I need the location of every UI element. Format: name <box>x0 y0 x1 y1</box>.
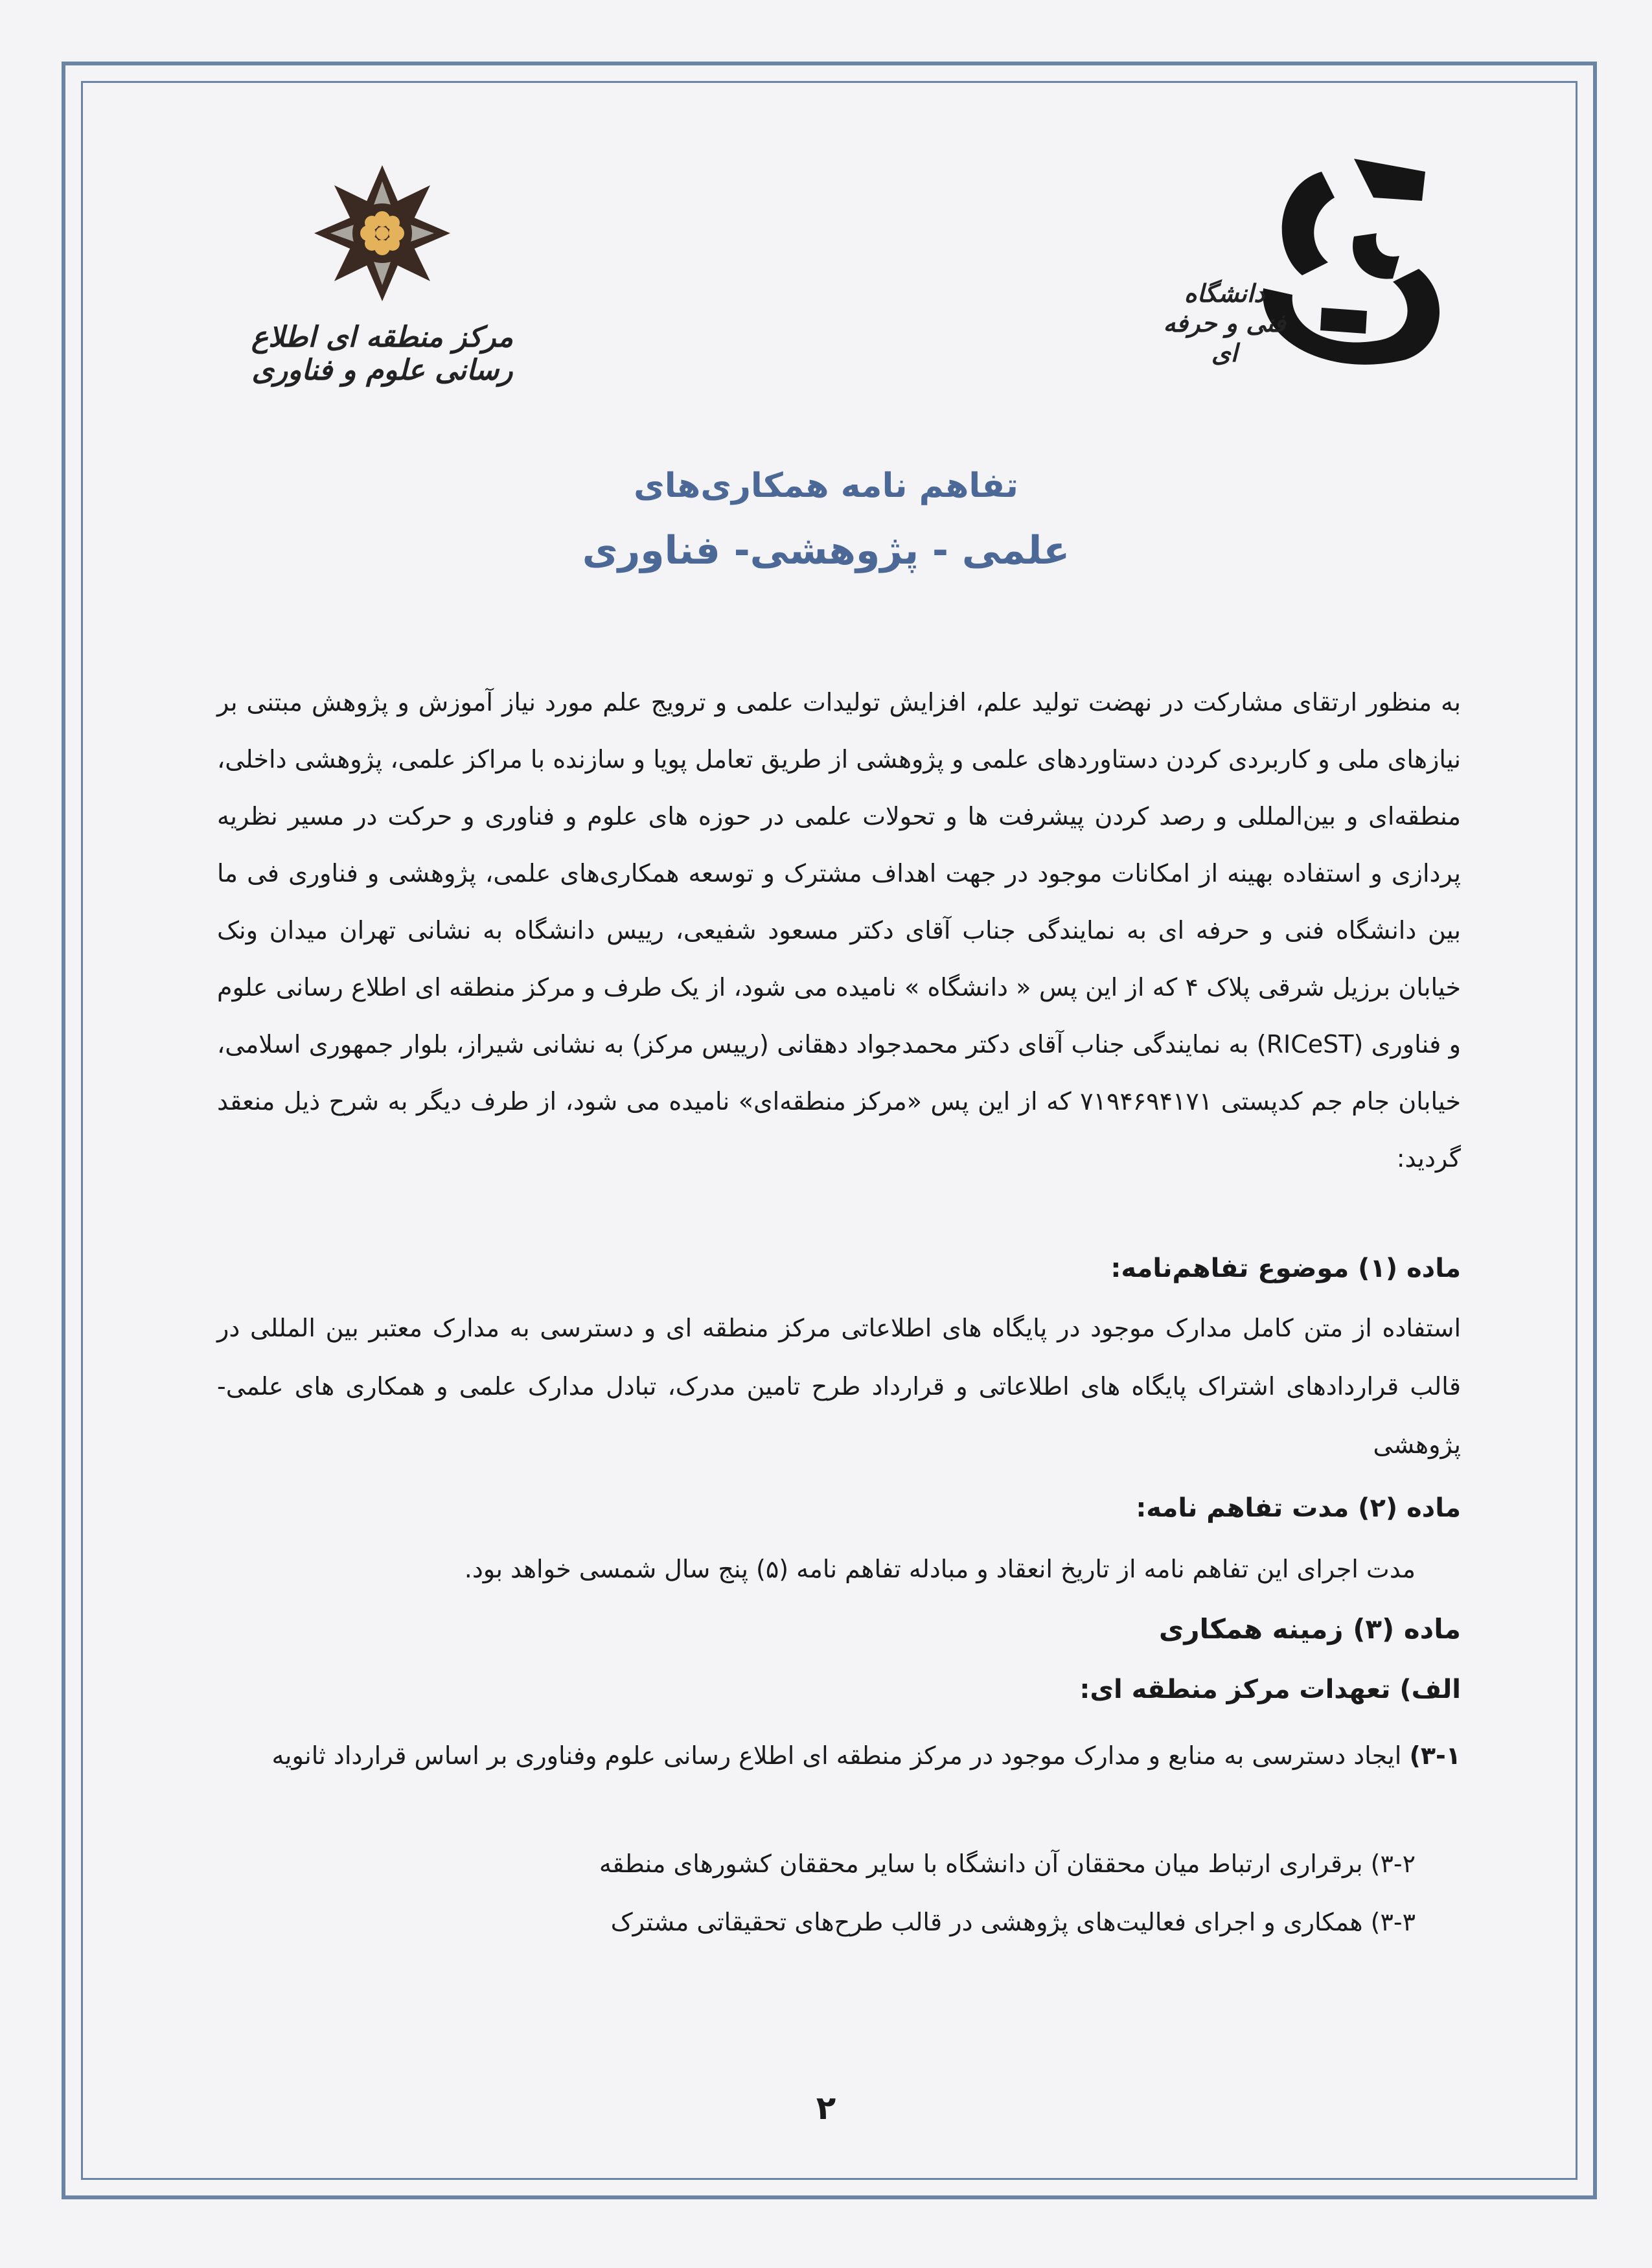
university-caption-line1: دانشگاه <box>1184 279 1265 308</box>
document-title-line2: علمی - پژوهشی- فناوری <box>582 528 1070 573</box>
article3-item3 <box>217 1908 1461 1936</box>
article1-heading: ماده (۱) موضوع تفاهم‌نامه: <box>1110 1254 1461 1283</box>
article2-heading: ماده (۲) مدت تفاهم نامه: <box>1136 1493 1461 1523</box>
ricest-logo-caption: مرکز منطقه ای اطلاع رسانی علوم و فناوری <box>251 321 514 387</box>
article3-item3-text: همکاری و اجرای فعالیت‌های پژوهشی در قالب طرح‌های تحقیقاتی مشترک <box>610 1908 1363 1936</box>
intro-paragraph: به منظور ارتقای مشارکت در نهضت تولید علم، افزایش تولیدات علمی و ترویج علم مورد نیاز آموزش و پژوهش مبتنی بر نیازهای ملی و کاربردی کردن دستاوردهای علمی و پژوهشی از طریق تعامل پویا و سازنده با مراکز علمی، پژوهشی داخلی، منطقه‌ای و بین‌المللی و رصد کردن پیشرفت ها و تحولات علمی در حوزه های علوم و فناوری و حرکت در مسیر نظریه پردازی و استفاده بهینه از امکانات موجود در جهت اهداف مشترک و توسعه همکاری‌های علمی، پژوهشی و فناوری فی ما بین دانشگاه فنی و حرفه ای به نمایندگی جناب آقای دکتر مسعود شفیعی، رییس دانشگاه به نشانی تهران میدان ونک خیابان برزیل شرقی پلاک ۴ که از این پس « دانشگاه » نامیده می شود، از یک طرف و مرکز منطقه ای اطلاع رسانی علوم و فناوری (RICeST) به نمایندگی جناب آقای دکتر محمدجواد دهقانی (رییس مرکز) به نشانی شیراز، بلوار جمهوری اسلامی، خیابان جام جم کدپستی ۷۱۹۴۶۹۴۱۷۱ که از این پس «مرکز منطقه‌ای» نامیده می شود، از طرف دیگر به شرح ذیل منعقد گردید: <box>217 688 1461 1173</box>
article1-body: استفاده از متن کامل مدارک موجود در پایگاه های اطلاعاتی مرکز منطقه ای و دسترسی به مدارک معتبر بین المللی در قالب قراردادهای اشتراک پایگاه های اطلاعاتی و قرارداد طرح تامین مدرک، تبادل مدارک علمی و همکاری های علمی- پژوهشی <box>217 1314 1461 1459</box>
article3-item3-number: ۳-۳) <box>1370 1908 1416 1936</box>
article3-item2-number: ۳-۲) <box>1370 1850 1416 1878</box>
article3-heading: ماده (۳) زمینه همکاری <box>1158 1613 1461 1645</box>
article3-item2-text: برقراری ارتباط میان محققان آن دانشگاه با سایر محققان کشورهای منطقه <box>599 1850 1363 1878</box>
university-caption-line2: فنی و حرفه ای <box>1163 308 1286 367</box>
document-title-line1: تفاهم نامه همکاری‌های <box>634 466 1018 505</box>
university-logo-caption <box>1160 279 1289 368</box>
star-flower-emblem-icon <box>220 159 544 314</box>
article3-item2 <box>217 1850 1461 1878</box>
university-logo <box>1160 146 1458 392</box>
ricest-logo <box>220 159 544 385</box>
article3-item1 <box>217 1726 1461 1785</box>
article3-item1-text: ایجاد دسترسی به منابع و مدارک موجود در مرکز منطقه ای اطلاع رسانی علوم وفناوری بر اساس قرارداد ثانویه <box>271 1741 1402 1770</box>
article2-body: مدت اجرای این تفاهم نامه از تاریخ انعقاد و مبادله تفاهم نامه (۵) پنج سال شمسی خواهد بود. <box>464 1555 1416 1583</box>
article3-item1-number: ۳-۱) <box>1409 1741 1461 1770</box>
article3-subheading: الف) تعهدات مرکز منطقه ای: <box>1079 1675 1461 1704</box>
page-number: ۲ <box>816 2089 836 2127</box>
